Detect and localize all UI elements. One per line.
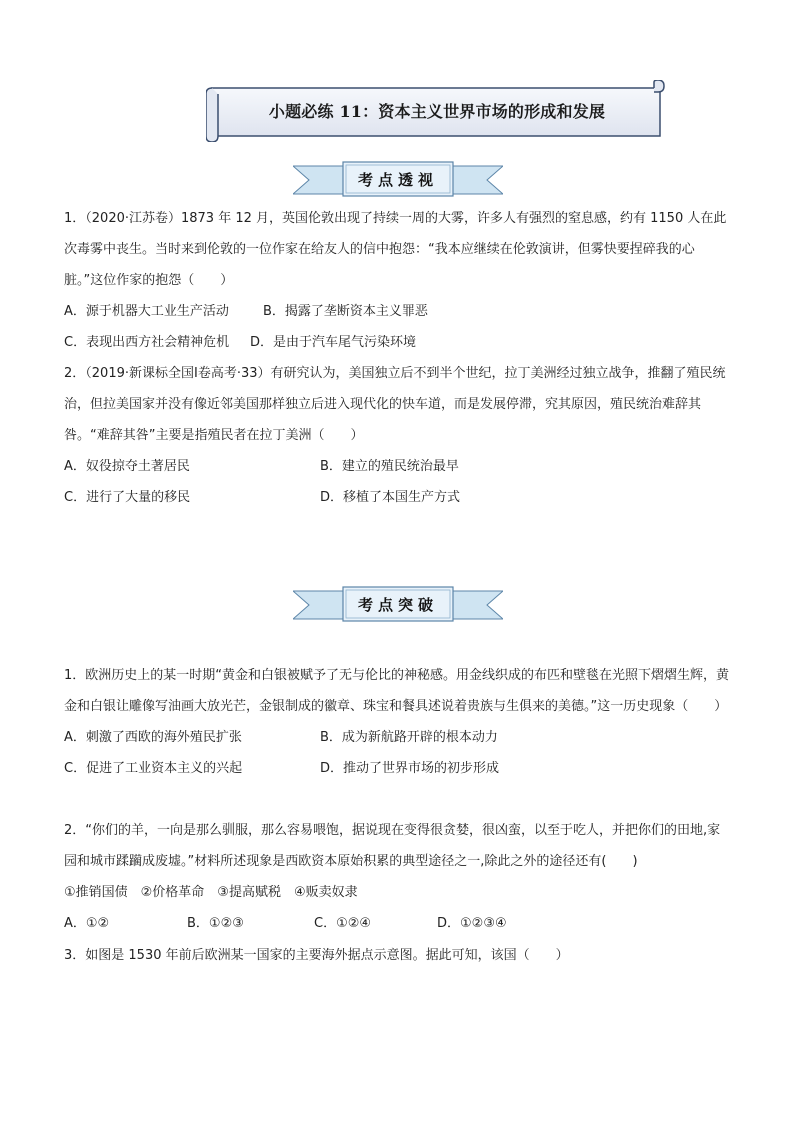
options-row (64, 327, 732, 358)
question-text: 1．欧洲历史上的某一时期“黄金和白银被赋予了无与伦比的神秘感。用金线织成的布匹和壁毯在光照下熠熠生辉，黄金和白银让雕像写油画大放光芒，金银制成的徽章、珠宝和餐具述说着贵族与生俱来的美德。”这一历史现象（ ） (64, 668, 730, 714)
option-d: D．推动了世界市场的初步形成 (320, 761, 500, 776)
question-block (64, 940, 732, 971)
options-row (64, 722, 732, 753)
question-block (64, 203, 732, 358)
option-a: A．①② (64, 916, 110, 931)
option-b: B．成为新航路开辟的根本动力 (320, 730, 498, 745)
option-c: C．①②④ (314, 916, 372, 931)
question-block (64, 815, 732, 939)
page-title: 小题必练 11：资本主义世界市场的形成和发展 (268, 102, 606, 121)
option-d: D．移植了本国生产方式 (320, 490, 461, 505)
option-d: D．是由于汽车尾气污染环境 (250, 335, 417, 350)
option-b: B．揭露了垄断资本主义罪恶 (263, 304, 428, 319)
question-text: 2．（2019·新课标全国Ⅰ卷高考·33）有研究认为，美国独立后不到半个世纪，拉丁美洲经过独立战争，推翻了殖民统治，但拉美国家并没有像近邻美国那样独立后进入现代化的快车道，而是发展停滞，究其原因，殖民统治难辞其咎。“难辞其咎”主要是指殖民者在拉丁美洲（ ） (64, 366, 726, 443)
question-text: 2．“你们的羊，一向是那么驯服，那么容易喂饱，据说现在变得很贪婪，很凶蛮，以至于吃人，并把你们的田地,家园和城市蹂躏成废墟。”材料所述现象是西欧资本原始积累的典型途径之一,除此之外的途径还有( ) (64, 823, 721, 869)
section-label: 考点透视 (357, 171, 438, 189)
option-a: A．奴役掠夺土著居民 (64, 459, 190, 474)
option-b: B．①②③ (187, 916, 244, 931)
option-b: B．建立的殖民统治最早 (320, 459, 459, 474)
question-items: ①推销国债 ②价格革命 ③提高赋税 ④贩卖奴隶 (64, 885, 358, 900)
question-block (64, 660, 732, 784)
options-row (64, 296, 732, 327)
question-text: 1．（2020·江苏卷）1873 年 12 月，英国伦敦出现了持续一周的大雾，许多人有强烈的窒息感，约有 1150 人在此次毒雾中丧生。当时来到伦敦的一位作家在给友人的信中抱怨：“我本应继续在伦敦演讲，但雾快要捏碎我的心脏。”这位作家的抱怨（ ） (64, 211, 727, 288)
options-row (64, 753, 732, 784)
options-row (64, 908, 732, 939)
options-row (64, 451, 732, 482)
option-c: C．促进了工业资本主义的兴起 (64, 761, 243, 776)
option-a: A．刺激了西欧的海外殖民扩张 (64, 730, 242, 745)
option-c: C．进行了大量的移民 (64, 490, 191, 505)
option-a: A．源于机器大工业生产活动 (64, 304, 229, 319)
question-block (64, 358, 732, 513)
section-label: 考点突破 (357, 596, 438, 614)
section-banner-2 (293, 585, 503, 623)
options-row (64, 482, 732, 513)
title-scroll (206, 80, 668, 142)
section-banner-1 (293, 160, 503, 198)
option-d: D．①②③④ (437, 916, 507, 931)
option-c: C．表现出西方社会精神危机 (64, 335, 230, 350)
question-text: 3．如图是 1530 年前后欧洲某一国家的主要海外据点示意图。据此可知，该国（ ） (64, 948, 569, 963)
